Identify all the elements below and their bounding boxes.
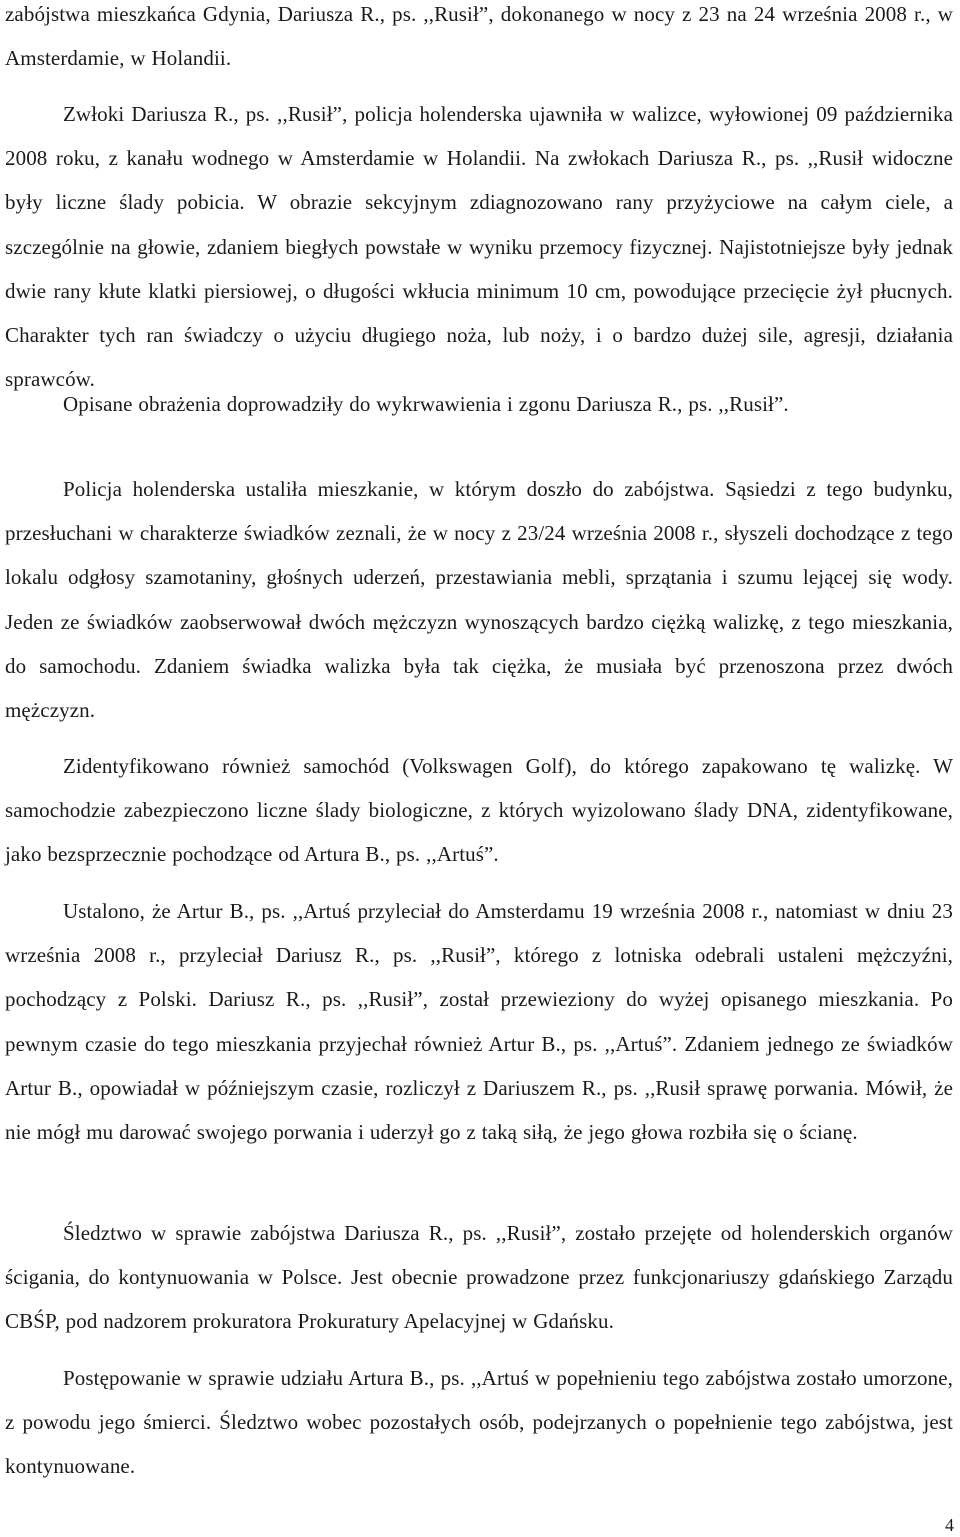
paragraph-car-identified: Zidentyfikowano również samochód (Volkswagen Golf), do którego zapakowano tę walizkę. W samochodzie zabezpieczono liczne ślady biologiczne, z których wyizolowano ślady DNA, zidentyfikowane, jako bezsprzecznie pochodzące od Artura B., ps. ,,Artuś”. (5, 754, 953, 867)
paragraph-sequence-of-events: Ustalono, że Artur B., ps. ,,Artuś przyleciał do Amsterdamu 19 września 2008 r., natomiast w dniu 23 września 2008 r., przyleciał Dariusz R., ps. ,,Rusił”, którego z lotniska odebrali ustaleni mężczyźni, pochodzący z Polski. Dariusz R., ps. ,,Rusił”, został przewieziony do wyżej opisanego mieszkania. Po pewnym czasie do tego mieszkania przyjechał również Artur B., ps. ,,Artuś”. Zdaniem jednego ze świadków Artur B., opowiadał w późniejszym czasie, rozliczył z Dariuszem R., ps. ,,Rusił sprawę porwania. Mówił, że nie mógł mu darować swojego porwania i uderzył go z taką siłą, że jego głowa rozbiła się o ścianę. (5, 899, 953, 1145)
paragraph-police-findings: Policja holenderska ustaliła mieszkanie, w którym doszło do zabójstwa. Sąsiedzi z tego budynku, przesłuchani w charakterze świadków zeznali, że w nocy z 23/24 września 2008 r., słyszeli dochodzące z tego lokalu odgłosy szamotaniny, głośnych uderzeń, przestawiania mebli, sprzątania i szumu lejącej się wody. Jeden ze świadków zaobserwował dwóch mężczyzn wynoszących bardzo ciężką walizkę, z tego mieszkania, do samochodu. Zdaniem świadka walizka była tak ciężka, że musiała być przenoszona przez dwóch mężczyzn. (5, 477, 953, 723)
paragraph-body-found: Zwłoki Dariusza R., ps. ,,Rusił”, policja holenderska ujawniła w walizce, wyłowionej 09 października 2008 roku, z kanału wodnego w Amsterdamie w Holandii. Na zwłokach Dariusza R., ps. ,,Rusił widoczne były liczne ślady pobicia. W obrazie sekcyjnym zdiagnozowano rany przyżyciowe na całym ciele, a szczególnie na głowie, zdaniem biegłych powstałe w wyniku przemocy fizycznej. Najistotniejsze były jednak dwie rany kłute klatki piersiowej, o długości wkłucia minimum 10 cm, powodujące przecięcie żył płucnych. Charakter tych ran świadczy o użyciu długiego noża, lub noży, i o bardzo dużej sile, agresji, działania sprawców. (5, 102, 953, 392)
page-number: 4 (945, 1515, 954, 1535)
paragraph-continuation: zabójstwa mieszkańca Gdynia, Dariusza R., ps. ,,Rusił”, dokonanego w nocy z 23 na 24 września 2008 r., w Amsterdamie, w Holandii. (5, 2, 953, 71)
paragraph-proceedings-status: Postępowanie w sprawie udziału Artura B., ps. ,,Artuś w popełnieniu tego zabójstwa zostało umorzone, z powodu jego śmierci. Śledztwo wobec pozostałych osób, podejrzanych o popełnienie tego zabójstwa, jest kontynuowane. (5, 1366, 953, 1479)
paragraph-investigation-taken-over: Śledztwo w sprawie zabójstwa Dariusza R., ps. ,,Rusił”, zostało przejęte od holenderskich organów ścigania, do kontynuowania w Polsce. Jest obecnie prowadzone przez funkcjonariuszy gdańskiego Zarządu CBŚP, pod nadzorem prokuratora Prokuratury Apelacyjnej w Gdańsku. (5, 1221, 953, 1334)
paragraph-injuries: Opisane obrażenia doprowadziły do wykrwawienia i zgonu Dariusza R., ps. ,,Rusił”. (63, 392, 789, 416)
